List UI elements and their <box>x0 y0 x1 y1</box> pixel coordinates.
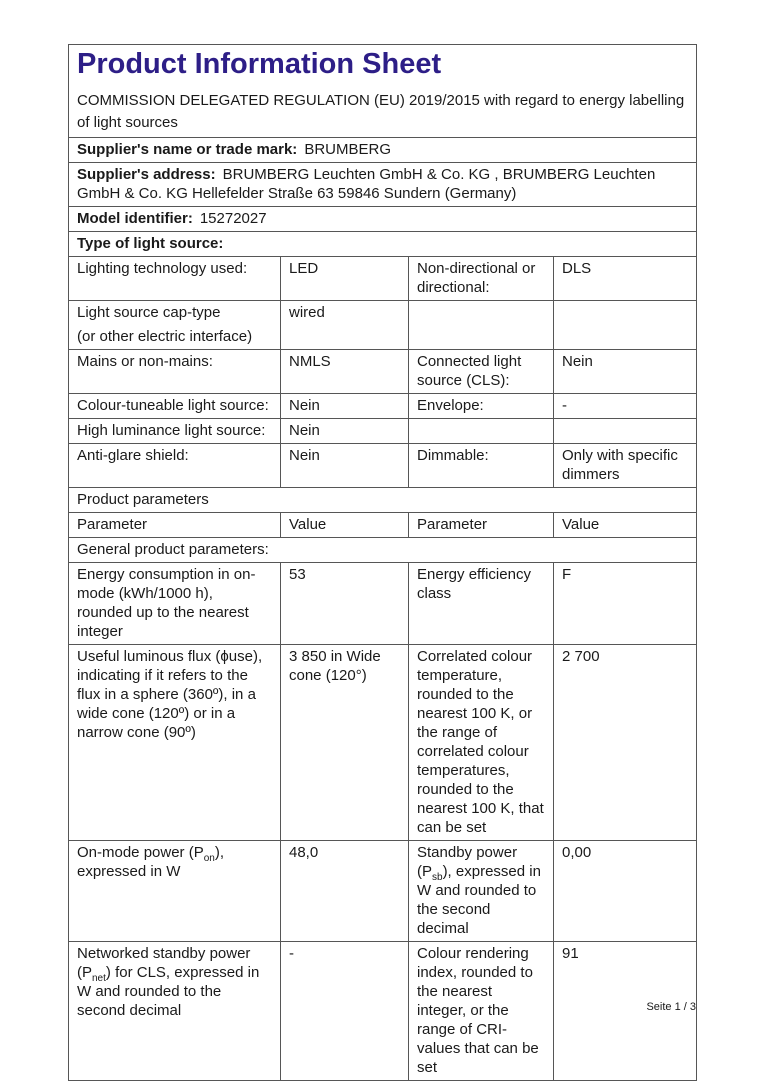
value-luminous-flux: 3 850 in Wide cone (120°) <box>281 645 409 841</box>
param-lighting-technology: Lighting technology used: <box>69 257 281 301</box>
supplier-name-label: Supplier's name or trade mark: <box>77 141 298 158</box>
page-title: Product Information Sheet <box>77 48 442 80</box>
title-row <box>69 45 697 138</box>
param-on-mode-power <box>69 841 281 942</box>
cap-type-line2: (or other electric interface) <box>77 328 253 345</box>
networked-standby-subscript: net <box>92 973 106 984</box>
value-standby-power: 0,00 <box>554 841 697 942</box>
col-header-parameter-1: Parameter <box>69 513 281 538</box>
param-colour-tuneable: Colour-tuneable light source: <box>69 394 281 419</box>
model-identifier-row <box>69 207 697 232</box>
supplier-address-label: Supplier's address: <box>77 166 216 183</box>
supplier-address-value: BRUMBERG Leuchten GmbH & Co. KG , BRUMBERG Leuchten GmbH & Co. KG Hellefelder Straße 63 59846 Sundern (Germany) <box>77 166 656 202</box>
param-cap-type <box>69 301 281 350</box>
type-of-light-source-cell <box>69 232 697 257</box>
standby-power-text-end: ), expressed in W and rounded to the second decimal <box>417 863 541 937</box>
param-dimmable: Dimmable: <box>409 444 554 488</box>
param-networked-standby-power <box>69 942 281 1081</box>
value-energy-efficiency-class: F <box>554 563 697 645</box>
networked-standby-text-end: ) for CLS, expressed in W and rounded to the second decimal <box>77 964 260 1019</box>
value-networked-standby-power: - <box>281 942 409 1081</box>
supplier-address-row <box>69 163 697 207</box>
value-empty-2 <box>554 419 697 444</box>
value-correlated-colour-temperature: 2 700 <box>554 645 697 841</box>
row-anti-glare <box>69 444 697 488</box>
page-number: Seite 1 / 3 <box>646 1001 696 1013</box>
value-connected-light-source: Nein <box>554 350 697 394</box>
standby-power-text: Standby power (P <box>417 844 518 880</box>
value-empty-1 <box>554 301 697 350</box>
value-directional: DLS <box>554 257 697 301</box>
column-headers-row <box>69 513 697 538</box>
value-anti-glare: Nein <box>281 444 409 488</box>
value-cap-type: wired <box>281 301 409 350</box>
value-lighting-technology: LED <box>281 257 409 301</box>
row-high-luminance <box>69 419 697 444</box>
supplier-name-cell <box>69 138 697 163</box>
row-colour-tuneable <box>69 394 697 419</box>
param-energy-efficiency-class: Energy efficiency class <box>409 563 554 645</box>
row-on-mode-power <box>69 841 697 942</box>
param-empty-1 <box>409 301 554 350</box>
product-parameters-title: Product parameters <box>69 488 697 513</box>
cap-type-line1: Light source cap-type <box>77 304 221 321</box>
param-colour-rendering-index: Colour rendering index, rounded to the nearest integer, or the range of CRI-values that can be set <box>409 942 554 1081</box>
row-networked-standby-power <box>69 942 697 1081</box>
product-info-table <box>68 44 697 1081</box>
row-energy-consumption <box>69 563 697 645</box>
param-mains: Mains or non-mains: <box>69 350 281 394</box>
value-colour-rendering-index: 91 <box>554 942 697 1081</box>
param-high-luminance: High luminance light source: <box>69 419 281 444</box>
col-header-parameter-2: Parameter <box>409 513 554 538</box>
value-mains: NMLS <box>281 350 409 394</box>
param-energy-consumption: Energy consumption in on-mode (kWh/1000 h), rounded up to the nearest integer <box>69 563 281 645</box>
model-identifier-value: 15272027 <box>199 210 267 227</box>
value-envelope: - <box>554 394 697 419</box>
networked-standby-text: Networked standby power (P <box>77 945 251 981</box>
type-of-light-source-row <box>69 232 697 257</box>
general-parameters-title: General product parameters: <box>69 538 697 563</box>
value-on-mode-power: 48,0 <box>281 841 409 942</box>
row-cap-type <box>69 301 697 350</box>
param-standby-power <box>409 841 554 942</box>
model-identifier-label: Model identifier: <box>77 210 193 227</box>
param-envelope: Envelope: <box>409 394 554 419</box>
supplier-name-row <box>69 138 697 163</box>
param-luminous-flux: Useful luminous flux (ϕuse), indicating if it refers to the flux in a sphere (360º), in a wide cone (120º) or in a narrow cone (90º) <box>69 645 281 841</box>
model-identifier-cell <box>69 207 697 232</box>
row-lighting-technology <box>69 257 697 301</box>
value-high-luminance: Nein <box>281 419 409 444</box>
on-mode-power-text: On-mode power (P <box>77 844 204 861</box>
supplier-address-cell <box>69 163 697 207</box>
type-of-light-source-label: Type of light source: <box>77 235 224 252</box>
col-header-value-1: Value <box>281 513 409 538</box>
param-correlated-colour-temperature: Correlated colour temperature, rounded to the nearest 100 K, or the range of correlated colour temperatures, rounded to the nearest 100 K, that can be set <box>409 645 554 841</box>
row-luminous-flux <box>69 645 697 841</box>
on-mode-power-text-end: ), expressed in W <box>77 844 225 880</box>
value-colour-tuneable: Nein <box>281 394 409 419</box>
general-parameters-header-row <box>69 538 697 563</box>
param-empty-2 <box>409 419 554 444</box>
supplier-name-value: BRUMBERG <box>304 141 391 158</box>
param-anti-glare: Anti-glare shield: <box>69 444 281 488</box>
title-cell <box>69 45 697 138</box>
value-energy-consumption: 53 <box>281 563 409 645</box>
product-parameters-header-row <box>69 488 697 513</box>
col-header-value-2: Value <box>554 513 697 538</box>
regulation-text: COMMISSION DELEGATED REGULATION (EU) 2019/2015 with regard to energy labelling of light sources <box>77 92 685 131</box>
row-mains <box>69 350 697 394</box>
on-mode-power-subscript: on <box>203 853 215 864</box>
param-directional: Non-directional or directional: <box>409 257 554 301</box>
param-connected-light-source: Connected light source (CLS): <box>409 350 554 394</box>
standby-power-subscript: sb <box>432 872 443 883</box>
value-dimmable: Only with specific dimmers <box>554 444 697 488</box>
